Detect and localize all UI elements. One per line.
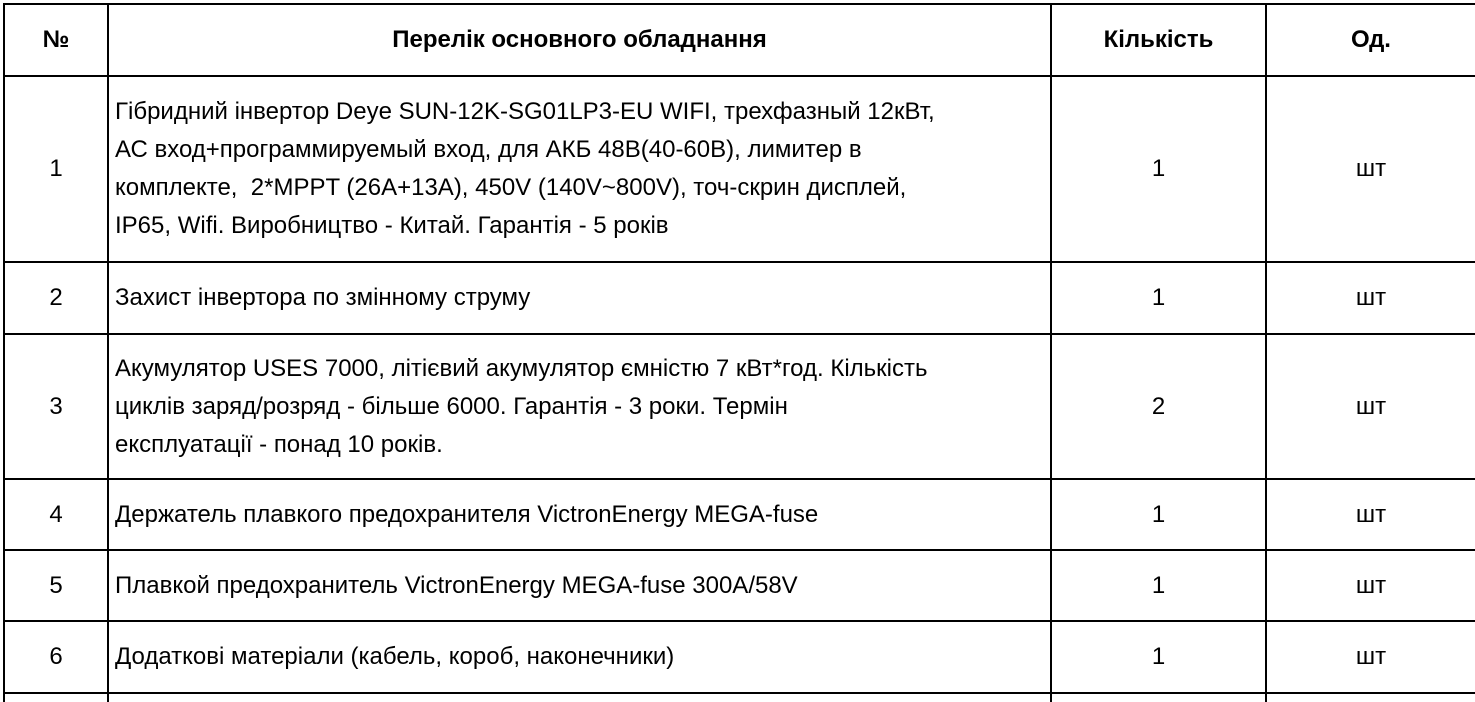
- row-number-cell[interactable]: 4: [4, 479, 108, 550]
- table-row: [4, 262, 1475, 334]
- row-quantity-cell[interactable]: 1: [1051, 550, 1266, 621]
- row-unit-cell[interactable]: шт: [1266, 479, 1475, 550]
- text-line: Акумулятор USES 7000, літієвий акумулятор ємністю 7 кВт*год. Кількість: [115, 354, 928, 382]
- row-quantity-cell[interactable]: 2: [1051, 334, 1266, 479]
- text-line: Захист інвертора по змінному струму: [115, 284, 531, 311]
- text-line: циклів заряд/розряд - більше 6000. Гарантія - 3 роки. Термін: [115, 392, 788, 420]
- row-unit-cell[interactable]: шт: [1266, 334, 1475, 479]
- row-name-cell[interactable]: [108, 334, 1051, 479]
- empty-cell[interactable]: [1051, 693, 1266, 702]
- table-row: [4, 76, 1475, 262]
- row-quantity-cell[interactable]: 1: [1051, 262, 1266, 334]
- header-quantity[interactable]: Кількість: [1051, 4, 1266, 76]
- text-line: комплекте, 2*MPPT (26A+13A), 450V (140V~800V), точ-скрин дисплей,: [115, 174, 907, 201]
- row-quantity-cell[interactable]: 1: [1051, 76, 1266, 262]
- row-name-cell[interactable]: [108, 479, 1051, 550]
- row-name-cell[interactable]: [108, 621, 1051, 693]
- text-line: Додаткові матеріали (кабель, короб, наконечники): [115, 643, 675, 670]
- row-unit-cell[interactable]: шт: [1266, 550, 1475, 621]
- table-row-partial: [4, 693, 1475, 702]
- row-number-cell[interactable]: 1: [4, 76, 108, 262]
- text-line: Плавкой предохранитель VictronEnergy MEGA-fuse 300A/58V: [115, 571, 798, 599]
- row-unit-cell[interactable]: шт: [1266, 76, 1475, 262]
- row-number-cell[interactable]: 5: [4, 550, 108, 621]
- header-row: [4, 4, 1475, 76]
- table-row: [4, 479, 1475, 550]
- empty-cell[interactable]: [108, 693, 1051, 702]
- row-number-cell[interactable]: 6: [4, 621, 108, 693]
- empty-cell[interactable]: [4, 693, 108, 702]
- row-quantity-cell[interactable]: 1: [1051, 479, 1266, 550]
- empty-cell[interactable]: [1266, 693, 1475, 702]
- header-unit[interactable]: Од.: [1266, 4, 1475, 76]
- row-name-cell[interactable]: [108, 76, 1051, 262]
- row-number-cell[interactable]: 3: [4, 334, 108, 479]
- table-row: [4, 621, 1475, 693]
- row-name-cell[interactable]: [108, 262, 1051, 334]
- equipment-table: [3, 3, 1475, 702]
- text-line: експлуатації - понад 10 років.: [115, 430, 443, 458]
- row-unit-cell[interactable]: шт: [1266, 262, 1475, 334]
- text-line: Держатель плавкого предохранителя VictronEnergy MEGA-fuse: [115, 500, 819, 528]
- header-equipment[interactable]: Перелік основного обладнання: [108, 4, 1051, 76]
- text-line: Гібридний інвертор Deye SUN-12K-SG01LP3-EU WIFI, трехфазный 12кВт,: [115, 98, 935, 125]
- row-number-cell[interactable]: 2: [4, 262, 108, 334]
- table-row: [4, 550, 1475, 621]
- row-unit-cell[interactable]: шт: [1266, 621, 1475, 693]
- table-row: [4, 334, 1475, 479]
- text-line: IP65, Wifi. Виробництво - Китай. Гарантія - 5 років: [115, 212, 669, 239]
- text-line: АС вход+программируемый вход, для АКБ 48В(40-60В), лимитер в: [115, 136, 862, 163]
- row-quantity-cell[interactable]: 1: [1051, 621, 1266, 693]
- row-name-cell[interactable]: [108, 550, 1051, 621]
- header-number[interactable]: №: [4, 4, 108, 76]
